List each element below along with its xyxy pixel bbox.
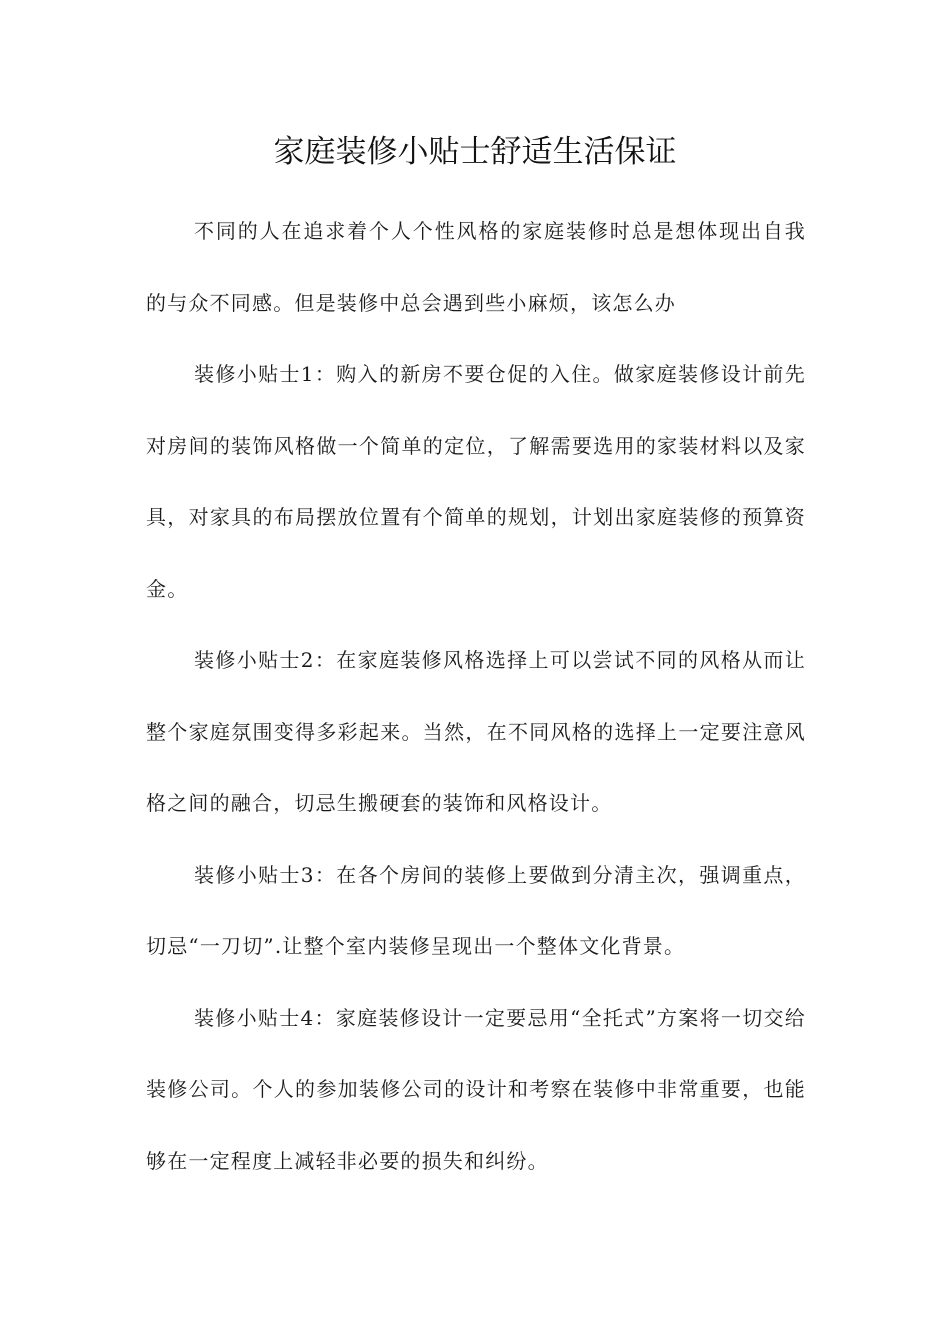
paragraph-tip-1: 装修小贴士1：购入的新房不要仓促的入住。做家庭装修设计前先对房间的装饰风格做一个简单的定位，了解需要选用的家装材料以及家具，对家具的布局摆放位置有个简单的规划，计划出家庭装修的预算资金。 [146, 362, 806, 601]
document-body [146, 196, 806, 1197]
paragraph-tip-2: 装修小贴士2：在家庭装修风格选择上可以尝试不同的风格从而让整个家庭氛围变得多彩起来。当然，在不同风格的选择上一定要注意风格之间的融合，切忌生搬硬套的装饰和风格设计。 [146, 648, 806, 815]
paragraph-tip-3: 装修小贴士3：在各个房间的装修上要做到分清主次，强调重点，切忌“一刀切”.让整个室内装修呈现出一个整体文化背景。 [146, 862, 806, 958]
paragraph-tip-4: 装修小贴士4：家庭装修设计一定要忌用“全托式”方案将一切交给装修公司。个人的参加装修公司的设计和考察在装修中非常重要，也能够在一定程度上减轻非必要的损失和纠纷。 [146, 1005, 806, 1173]
paragraph-intro: 不同的人在追求着个人个性风格的家庭装修时总是想体现出自我的与众不同感。但是装修中总会遇到些小麻烦，该怎么办 [146, 219, 806, 315]
document-title: 家庭装修小贴士舒适生活保证 [273, 134, 677, 170]
